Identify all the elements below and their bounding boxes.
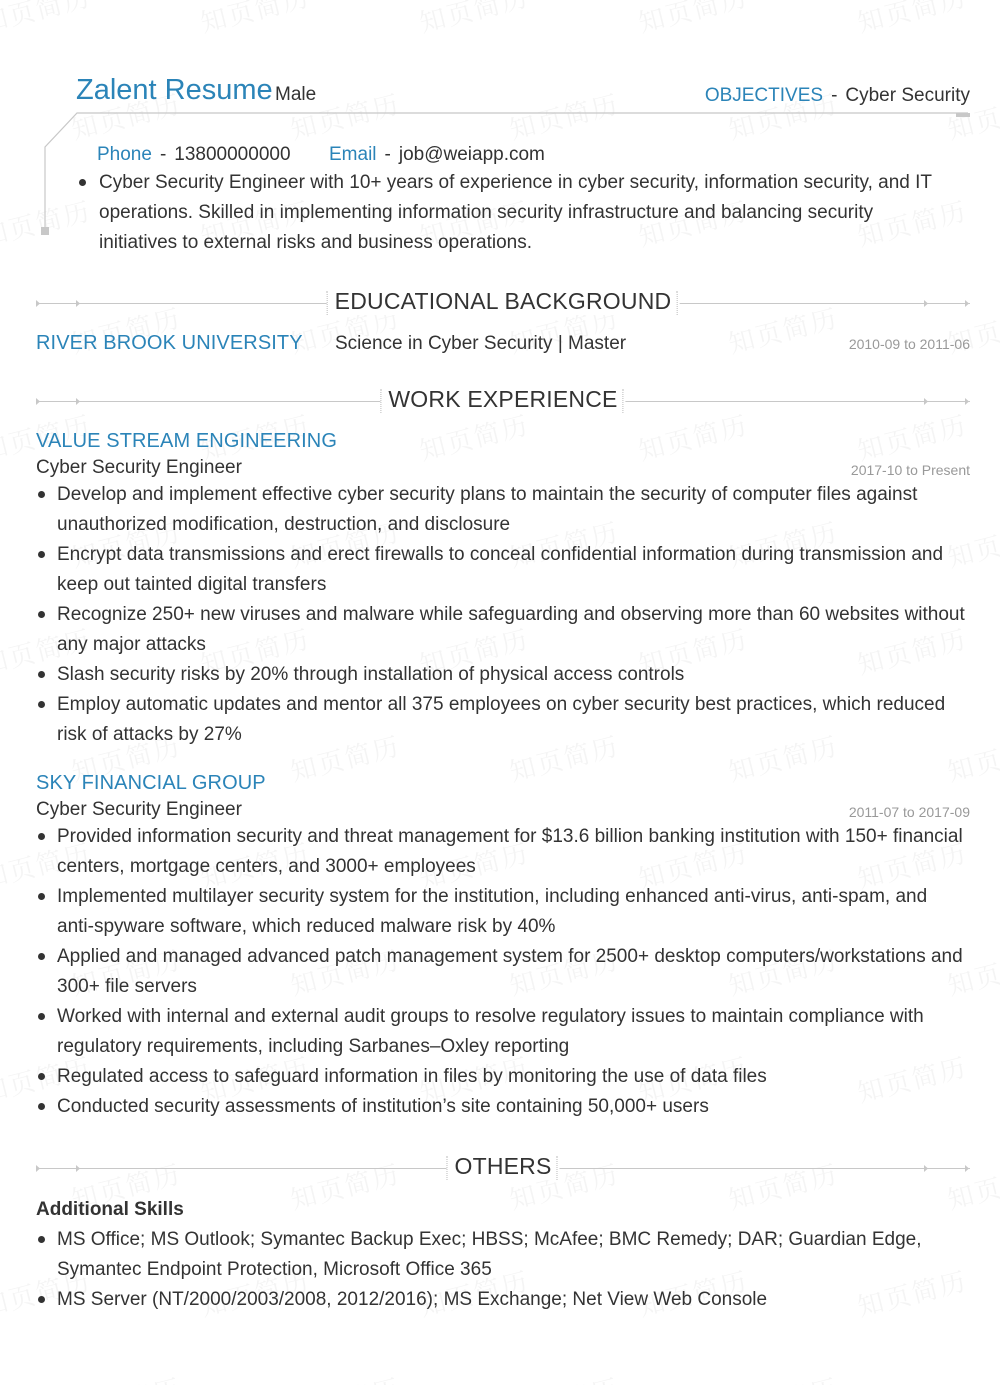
section-heading: EDUCATIONAL BACKGROUND xyxy=(327,288,680,315)
bullet-text: Regulated access to safeguard information in files by monitoring the use of data files xyxy=(57,1066,767,1087)
phone-contact xyxy=(97,144,291,166)
degree-text: Science in Cyber Security | Master xyxy=(335,333,627,354)
bullet-text: Develop and implement effective cyber security plans to maintain the security of computer files against unauthorized modification, destruction, and disclosure xyxy=(57,484,918,535)
job-date: 2017-10 to Present xyxy=(850,462,970,478)
list-item xyxy=(36,1002,966,1062)
bullet-text: Applied and managed advanced patch management system for 2500+ desktop computers/workstations and 300+ file servers xyxy=(57,946,963,997)
watermark-text xyxy=(286,1368,404,1385)
bullet-dot xyxy=(38,551,45,558)
list-item xyxy=(36,1092,966,1122)
bullet-text: Provided information security and threat management for $13.6 billion banking institution with 150+ financial centers, mortgage centers, and 3000+ employees xyxy=(57,826,963,877)
bullet-text: Encrypt data transmissions and erect firewalls to conceal confidential information during transmission and keep out tainted digital transfers xyxy=(57,544,944,595)
watermark-text xyxy=(724,1368,842,1385)
list-item xyxy=(36,942,966,1002)
bullet-text: MS Server (NT/2000/2003/2008, 2012/2016); MS Exchange; Net View Web Console xyxy=(57,1289,768,1310)
company-name: VALUE STREAM ENGINEERING xyxy=(36,430,337,452)
list-item xyxy=(36,882,966,942)
phone-label: Phone xyxy=(97,144,152,165)
bullet-dot xyxy=(38,1296,45,1303)
bullet-dot xyxy=(38,1236,45,1243)
bullet-text: Conducted security assessments of institution’s site containing 50,000+ users xyxy=(57,1096,709,1117)
section-heading: WORK EXPERIENCE xyxy=(380,386,625,413)
list-item xyxy=(36,1285,966,1315)
phone-value: 13800000000 xyxy=(174,144,291,165)
bullet-text: Slash security risks by 20% through installation of physical access controls xyxy=(57,664,685,685)
education-date: 2010-09 to 2011-06 xyxy=(848,336,970,352)
bullet-dot xyxy=(38,1013,45,1020)
bullet-text: Implemented multilayer security system for the institution, including enhanced anti-virus, anti-spam, and anti-spyware software, which reduced malware risk by 40% xyxy=(57,886,928,937)
email-separator: - xyxy=(384,144,391,165)
summary xyxy=(77,168,947,258)
bullet-dot xyxy=(38,671,45,678)
watermark-text xyxy=(943,1368,1000,1385)
email-label: Email xyxy=(329,144,377,165)
watermark-text xyxy=(67,1368,185,1385)
objective-separator: - xyxy=(831,85,838,106)
list-item xyxy=(36,480,966,540)
section-title-education xyxy=(36,288,970,318)
list-item xyxy=(36,1062,966,1092)
bullet-dot xyxy=(38,833,45,840)
section-heading: OTHERS xyxy=(446,1153,559,1180)
bullet-text: Worked with internal and external audit groups to resolve regulatory issues to maintain compliance with regulatory requirements, including Sarbanes–Oxley reporting xyxy=(57,1006,924,1057)
list-item xyxy=(36,1225,966,1285)
school-name: RIVER BROOK UNIVERSITY xyxy=(36,332,303,354)
section-title-work xyxy=(36,386,970,416)
list-item xyxy=(36,690,966,750)
company-name: SKY FINANCIAL GROUP xyxy=(36,772,266,794)
bullet-dot xyxy=(38,953,45,960)
email-contact xyxy=(329,144,545,166)
job-date: 2011-07 to 2017-09 xyxy=(848,804,970,820)
bullet-dot xyxy=(38,1073,45,1080)
resume-name: Zalent Resume xyxy=(76,74,273,106)
section-title-others xyxy=(36,1153,970,1183)
job-title: Cyber Security Engineer xyxy=(36,457,242,478)
job-bullets xyxy=(36,822,966,1122)
bullet-text: Employ automatic updates and mentor all 375 employees on cyber security best practices, which reduced risk of attacks by 27% xyxy=(57,694,946,745)
bullet-dot xyxy=(38,491,45,498)
gender-text: Male xyxy=(275,84,317,105)
bullet-text: Recognize 250+ new viruses and malware while safeguarding and observing more than 60 websites without any major attacks xyxy=(57,604,965,655)
objective-value: Cyber Security xyxy=(845,85,970,106)
bullet-text: MS Office; MS Outlook; Symantec Backup Exec; HBSS; McAfee; BMC Remedy; DAR; Guardian Edge, Symantec Endpoint Protection, Microsoft Office 365 xyxy=(57,1229,922,1280)
objective xyxy=(705,85,970,107)
list-item xyxy=(36,600,966,660)
bullet-dot xyxy=(38,893,45,900)
job-bullets xyxy=(36,480,966,750)
list-item xyxy=(36,822,966,882)
phone-separator: - xyxy=(159,144,167,165)
skills-bullets xyxy=(36,1225,966,1315)
bullet-dot xyxy=(38,611,45,618)
email-value: job@weiapp.com xyxy=(398,144,545,165)
bullet-dot xyxy=(38,1103,45,1110)
job-title: Cyber Security Engineer xyxy=(36,799,242,820)
objective-label: OBJECTIVES xyxy=(704,85,824,106)
bullet-dot xyxy=(79,179,86,186)
bullet-dot xyxy=(38,701,45,708)
list-item xyxy=(36,660,966,690)
summary-text: Cyber Security Engineer with 10+ years of experience in cyber security, information security, and IT operations. Skilled in implementing information security infrastructure and balancing security initiatives to external risks and business operations. xyxy=(99,172,932,253)
list-item xyxy=(36,540,966,600)
watermark-text xyxy=(505,1368,623,1385)
additional-skills-heading: Additional Skills xyxy=(36,1199,184,1220)
